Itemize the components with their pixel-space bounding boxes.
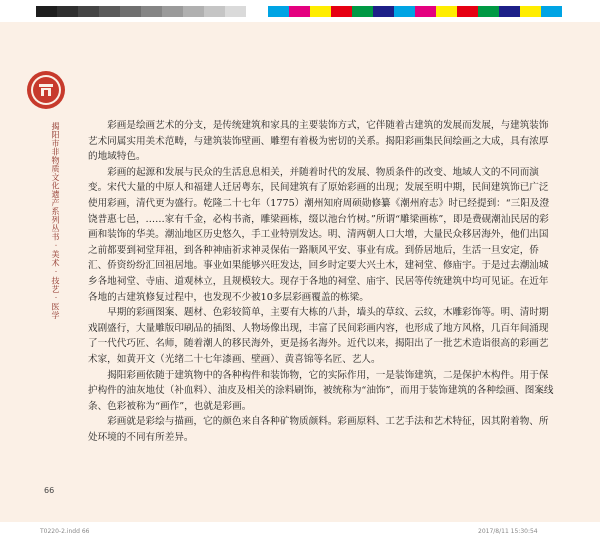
file-info-footer: T0220-2.indd 66 [40, 528, 90, 535]
paragraph: 彩画是绘画艺术的分支，是传统建筑和家具的主要装饰方式，它伴随着古建筑的发展而发展，与建筑装饰艺术同属实用美术范畴，与建筑装饰壁画、雕塑有着极为密切的关系。揭阳彩画集民间绘画之大成，具有浓厚的地域特色。 [88, 120, 549, 163]
color-calibration-strip [36, 6, 562, 17]
calibration-swatch [268, 6, 289, 17]
calibration-swatch [310, 6, 331, 17]
calibration-swatch [289, 6, 310, 17]
calibration-swatch [162, 6, 183, 17]
series-title: 揭阳市非物质文化遗产系列丛书 · 美术 · 技艺 · 医学 [51, 122, 60, 320]
calibration-swatch [520, 6, 541, 17]
calibration-swatch [436, 6, 457, 17]
book-page [0, 22, 600, 522]
calibration-swatch [120, 6, 141, 17]
calibration-swatch [183, 6, 204, 17]
timestamp-footer: 2017/8/11 15:30:54 [478, 528, 538, 535]
calibration-swatch [99, 6, 120, 17]
calibration-swatch [78, 6, 99, 17]
calibration-swatch [352, 6, 373, 17]
calibration-swatch [57, 6, 78, 17]
calibration-swatch [541, 6, 562, 17]
paragraph: 揭阳彩画依随于建筑物中的各种构件和装饰物，它的实际作用，一是装饰建筑，二是保护木构件。用于保护构件的油灰地仗（补血料）、油皮及相关的涂料刷饰，被统称为“油饰”，而用于装饰建筑的各种绘画、图案线条、色彩被称为“画作”，也就是彩画。 [88, 369, 554, 412]
calibration-swatch [204, 6, 225, 17]
page-number: 66 [44, 486, 55, 495]
calibration-swatch [478, 6, 499, 17]
calibration-swatch [225, 6, 246, 17]
calibration-swatch [331, 6, 352, 17]
calibration-swatch [499, 6, 520, 17]
paragraph: 早期的彩画图案、题材、色彩较简单，主要有大栋的八卦，墙头的草纹、云纹，木雕彩饰等。明、清时期戏剧盛行，大量雕版印刷品的插图、人物场像出现，丰富了民间彩画内容，也形成了地方风格，几百年间涌现了一代代巧匠、名师，随着潮人的移民海外，更是扬名海外。近代以来，揭阳出了一批艺术造诣很高的彩画艺术家，如黄开文（光绪二十七年漆画、壁画）、黄喜锦等名匠、艺人。 [88, 307, 549, 365]
calibration-swatch [457, 6, 478, 17]
calibration-swatch [141, 6, 162, 17]
paragraph: 彩画的起源和发展与民众的生活息息相关，并随着时代的发展、物质条件的改变、地域人文的不同而演变。宋代大量的中原人和福建人迁居粤东，民间建筑有了原始彩画的出现；发展至明中期，民间建筑饰已广泛使用彩画，清代更为盛行。乾隆二十七年（1775）潮州知府周硕勋修纂《潮州府志》时已经提到：“三阳及澄饶普惠七邑，……家有千金，必构书斋，雕梁画栋，缀以池台竹树。”所谓“雕梁画栋”，即是费砚潮汕民居的彩画和装饰的华美。潮汕地区历史悠久，手工业特别发达。明、清两朝人口大增，大量民众移居海外，他们出国之前都要到祠堂拜祖，到各种神庙祈求神灵保佑一路顺风平安、事业有成。到侨居地后，生活一旦安定，侨汇、侨资纷纷汇回祖居地。事业如果能够兴旺发达，回乡时定要大兴土木，建祠堂、修庙宇。于是过去潮汕城乡各地祠堂、寺庙、道观林立，且规模较大。现存于各地的祠堂、庙宇、民居等传统建筑中均可见证。在近年各地的古建筑修复过程中，也发现不少被10多层彩画覆盖的栋梁。 [88, 166, 550, 303]
seal-logo-icon [26, 70, 66, 110]
paragraph: 彩画就是彩绘与描画，它的颜色来自各种矿物质颜料。彩画原料、工艺手法和艺术特征，因其附着物、所处环境的不同有所差异。 [88, 416, 549, 443]
calibration-swatch [36, 6, 57, 17]
calibration-swatch [394, 6, 415, 17]
body-text [88, 118, 556, 445]
calibration-swatch [246, 6, 267, 17]
calibration-swatch [373, 6, 394, 17]
calibration-swatch [415, 6, 436, 17]
